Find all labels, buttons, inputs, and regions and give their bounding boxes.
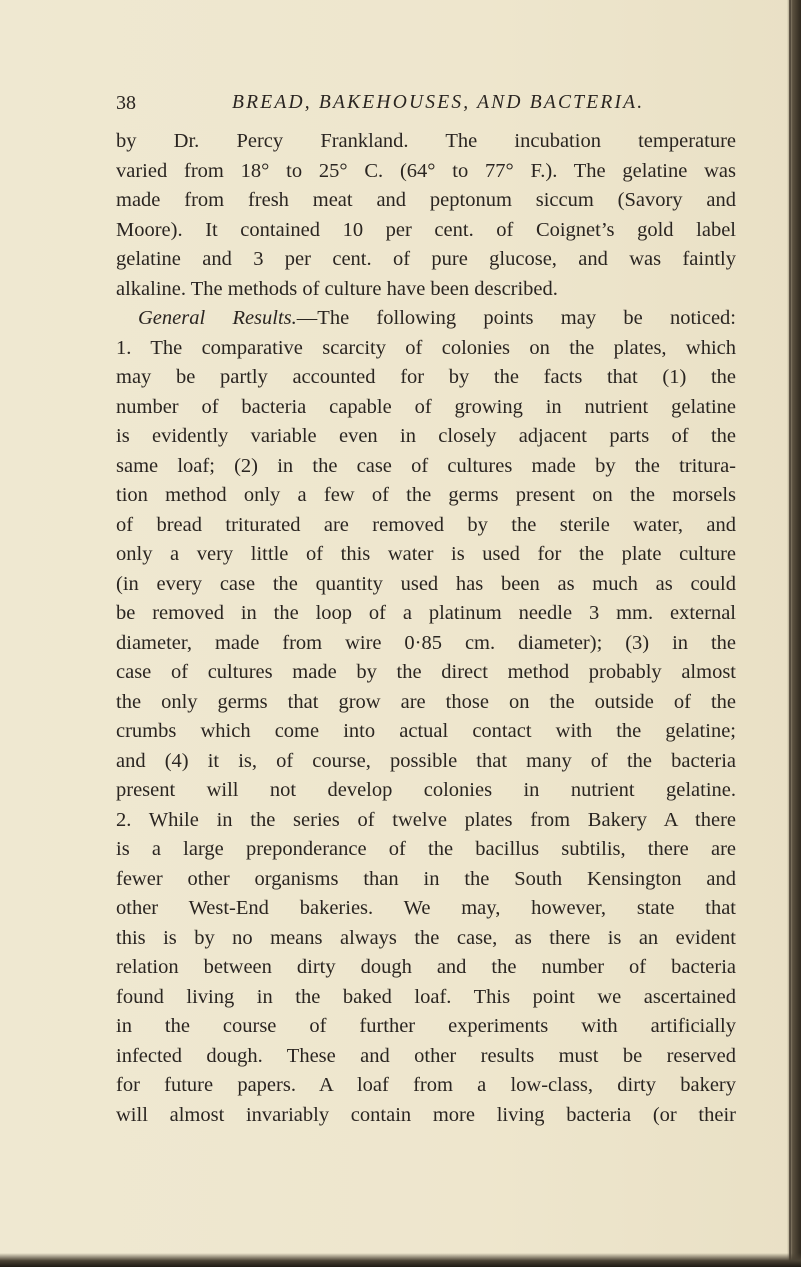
text-line: diameter, made from wire 0·85 cm. diameter); (3) in the — [116, 631, 736, 654]
text-line: infected dough. These and other results must be reserved — [116, 1044, 736, 1067]
results-line — [116, 304, 736, 334]
text-line: of bread triturated are removed by the sterile water, and — [116, 513, 736, 536]
text-line: crumbs which come into actual contact with the gelatine; — [116, 720, 736, 742]
results-intro: —The following points may be noticed: — [296, 307, 736, 329]
text-line: Moore). It contained 10 per cent. of Coignet’s gold label — [116, 218, 736, 241]
text-line: number of bacteria capable of growing in nutrient gelatine — [116, 395, 736, 418]
page-header — [116, 86, 736, 120]
results-heading: General Results. — [138, 307, 297, 329]
text-line: tion method only a few of the germs present on the morsels — [116, 484, 736, 506]
running-title: BREAD, BAKEHOUSES, AND BACTERIA. — [232, 92, 645, 113]
text-line: made from fresh meat and peptonum siccum (Savory and — [116, 189, 736, 211]
text-line: present will not develop colonies in nutrient gelatine. — [116, 779, 736, 801]
page-number: 38 — [116, 92, 136, 114]
text-line: found living in the baked loaf. This point we ascertained — [116, 985, 736, 1008]
text-line: fewer other organisms than in the South Kensington and — [116, 867, 736, 890]
text-line: alkaline. The methods of culture have been described. — [116, 277, 558, 300]
text-line: same loaf; (2) in the case of cultures made by the tritura- — [116, 454, 736, 477]
text-line: 1. The comparative scarcity of colonies on the plates, which — [116, 336, 736, 359]
text-line: varied from 18° to 25° C. (64° to 77° F.). The gelatine was — [116, 159, 736, 182]
text-line: may be partly accounted for by the facts that (1) the — [116, 366, 736, 388]
text-line: by Dr. Percy Frankland. The incubation temperature — [116, 130, 736, 152]
text-line: only a very little of this water is used for the plate culture — [116, 543, 736, 565]
text-line: is evidently variable even in closely adjacent parts of the — [116, 425, 736, 447]
text-line: relation between dirty dough and the number of bacteria — [116, 956, 736, 978]
text-line: case of cultures made by the direct method probably almost — [116, 661, 736, 683]
bottom-shadow — [0, 1253, 801, 1267]
text-line: is a large preponderance of the bacillus subtilis, there are — [116, 838, 736, 860]
text-line: be removed in the loop of a platinum needle 3 mm. external — [116, 602, 736, 624]
text-line: this is by no means always the case, as there is an evident — [116, 926, 736, 949]
text-line: (in every case the quantity used has been as much as could — [116, 572, 736, 595]
binding-edge — [789, 0, 791, 1267]
text-line: and (4) it is, of course, possible that many of the bacteria — [116, 749, 736, 772]
text-line: in the course of further experiments with artificially — [116, 1015, 736, 1037]
text-line: the only germs that grow are those on the outside of the — [116, 690, 736, 713]
text-line: for future papers. A loaf from a low-class, dirty bakery — [116, 1074, 736, 1096]
text-line: other West-End bakeries. We may, however, state that — [116, 897, 736, 919]
text-line: 2. While in the series of twelve plates from Bakery A there — [116, 808, 736, 831]
body-text — [116, 127, 736, 1130]
text-line: gelatine and 3 per cent. of pure glucose, and was faintly — [116, 248, 736, 270]
text-line: will almost invariably contain more living bacteria (or their — [116, 1103, 736, 1126]
